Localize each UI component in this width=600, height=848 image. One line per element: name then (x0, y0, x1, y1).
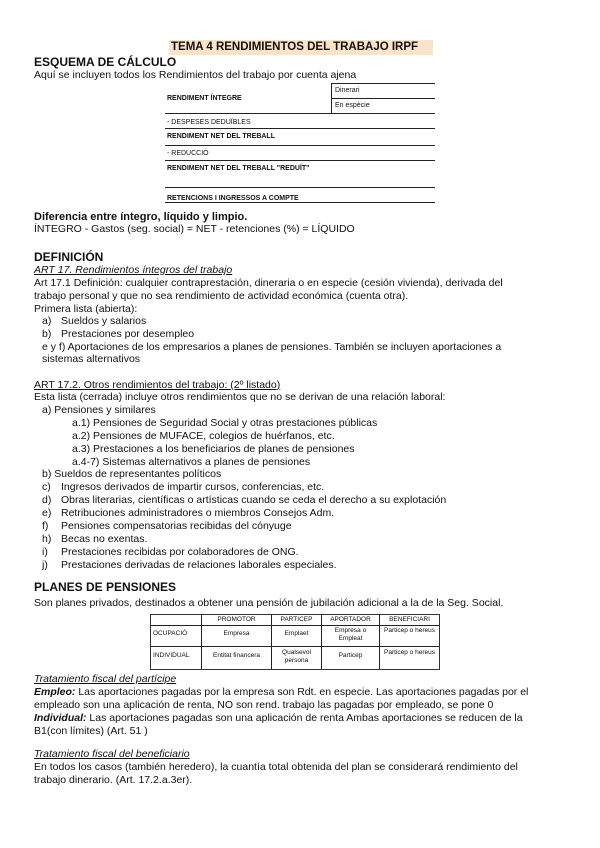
table-cell: Particep o hereus (384, 649, 435, 656)
empleo-line-1 (34, 686, 528, 699)
art171-title: ART 17. Rendimientos íntegros del trabajo (34, 264, 233, 276)
list-item: Retribuciones administradores o miembros Consejos Adm. (61, 507, 335, 519)
row-label: OCUPACIÓ (153, 630, 188, 637)
scheme-especie: En espècie (335, 102, 370, 109)
sub-item: a.3) Prestaciones a los beneficiarios de planes de pensiones (72, 443, 355, 455)
table-cell: Entitat financera (213, 652, 260, 659)
table-cell: Qualsevol persona (282, 649, 311, 664)
list-marker: a) (42, 315, 52, 327)
scheme-reduccio: - REDUCCIÓ (167, 150, 209, 157)
individual-line-1 (34, 712, 523, 725)
scheme-dinerari: Dinerari (335, 87, 360, 94)
individual-label: Individual: (34, 712, 87, 724)
list-marker: c) (42, 481, 51, 493)
table-cell: Empresa o Empleat (334, 627, 367, 642)
planes-intro: Son planes privados, destinados a obtener una pensión de jubilación adicional a la de la Seg. Social. (34, 597, 504, 609)
list-item: Prestaciones derivadas de relaciones laborales especiales. (61, 559, 337, 571)
table-cell: Particep (338, 652, 363, 659)
scheme-rendiment-integre: RENDIMENT ÍNTEGRE (167, 95, 242, 102)
art172-title: ART 17.2. Otros rendimientos del trabajo: (2º listado) (34, 379, 281, 391)
row-label: INDIVIDUAL (153, 652, 190, 659)
list-item: Sueldos y salarios (61, 315, 147, 327)
col-header: BENEFICIARI (389, 616, 430, 623)
list-marker: h) (42, 533, 52, 545)
list-marker: j) (42, 559, 48, 571)
scheme-despeses: - DESPESES DEDUÏBLES (167, 119, 251, 126)
esquema-heading: ESQUEMA DE CÁLCULO (34, 55, 177, 69)
sueldos-representantes: b) Sueldos de representantes políticos (42, 468, 222, 480)
esquema-intro: Aquí se incluyen todos los Rendimientos del trabajo por cuenta ajena (34, 69, 357, 81)
list-marker: d) (42, 494, 52, 506)
individual-line-2: B1(con límites) (Art. 51 ) (34, 725, 148, 737)
definicion-heading: DEFINICIÓN (34, 250, 104, 264)
diff-formula: ÍNTEGRO - Gastos (seg. social) = NET - retenciones (%) = LÍQUIDO (34, 223, 355, 235)
scheme-rendiment-net: RENDIMENT NET DEL TREBALL (167, 133, 275, 140)
sub-item: a.2) Pensiones de MUFACE, colegios de huérfanos, etc. (72, 430, 335, 442)
benef-line-1: En todos los casos (también heredero), la cuantía total obtenida del plan se considerará rendimiento del (34, 761, 518, 773)
list-item: Becas no exentas. (61, 533, 148, 545)
list-item: Prestaciones por desempleo (61, 328, 195, 340)
calculation-scheme-table (165, 83, 435, 208)
col-header: PROMOTOR (217, 616, 256, 623)
scheme-retencions: RETENCIONS I INGRESSOS A COMPTE (167, 195, 299, 202)
diff-title: Diferencia entre íntegro, líquido y limpio. (34, 211, 248, 223)
sub-item: a.4-7) Sistemas alternativos a planes de pensiones (72, 456, 311, 468)
planes-heading: PLANES DE PENSIONES (34, 580, 177, 594)
col-header: APORTADOR (330, 616, 371, 623)
list-marker: b) (42, 328, 52, 340)
list-item: Obras literarias, científicas o artísticas cuando se ceda el derecho a su explotación (61, 494, 447, 506)
empleo-text: Las aportaciones pagadas por la empresa son Rdt. en especie. Las aportaciones pagadas por el (75, 686, 529, 698)
trat-particip-title: Tratamiento fiscal del partícipe (34, 673, 177, 685)
benef-line-2: trabajo dinerario. (Art. 17.2.a.3er). (34, 774, 193, 786)
table-cell: Empresa (223, 630, 250, 637)
empleo-line-2: empleado son una aplicación de renta, NO son rend. trabajo las pagadas por empleado, se pone 0 (34, 699, 494, 711)
list-item: Ingresos derivados de impartir cursos, conferencias, etc. (61, 481, 325, 493)
ef-line-2: sistemas alternativos (42, 353, 141, 365)
art171-line-2: trabajo personal y que no sea rendimiento de actividad económica (cuenta otra). (34, 290, 409, 302)
primera-lista: Primera lista (abierta): (34, 303, 138, 315)
pension-plans-table (150, 614, 440, 670)
col-header: PARTICEP (280, 616, 313, 623)
table-cell: Particep o hereus (384, 627, 435, 634)
art172-intro: Esta lista (cerrada) incluye otros rendimientos que no se derivan de una relación laboral: (34, 391, 446, 403)
list-marker: f) (42, 520, 49, 532)
ef-line-1: e y f) Aportaciones de los empresarios a planes de pensiones. También se incluyen aportaciones a (42, 341, 502, 353)
scheme-rendiment-reduit: RENDIMENT NET DEL TREBALL "REDUÏT" (167, 165, 310, 172)
pensiones-similares: a) Pensiones y similares (42, 404, 156, 416)
sub-item: a.1) Pensiones de Seguridad Social y otras prestaciones públicas (72, 417, 378, 429)
list-marker: i) (42, 546, 48, 558)
list-marker: e) (42, 507, 52, 519)
trat-benef-title: Tratamiento fiscal del beneficiario (34, 748, 190, 760)
art171-line-1: Art 17.1 Definición: cualquier contraprestación, dineraria o en especie (cesión vivienda), derivada del (34, 277, 503, 289)
empleo-label: Empleo: (34, 686, 76, 698)
page-title: TEMA 4 RENDIMIENTOS DEL TRABAJO IRPF (169, 40, 433, 55)
list-item: Prestaciones recibidas por colaboradores de ONG. (61, 546, 299, 558)
individual-text: Las aportaciones pagadas son una aplicación de renta Ambas aportaciones se reducen de la (86, 712, 523, 724)
table-cell: Emplaet (284, 630, 309, 637)
list-item: Pensiones compensatorias recibidas del cónyuge (61, 520, 292, 532)
